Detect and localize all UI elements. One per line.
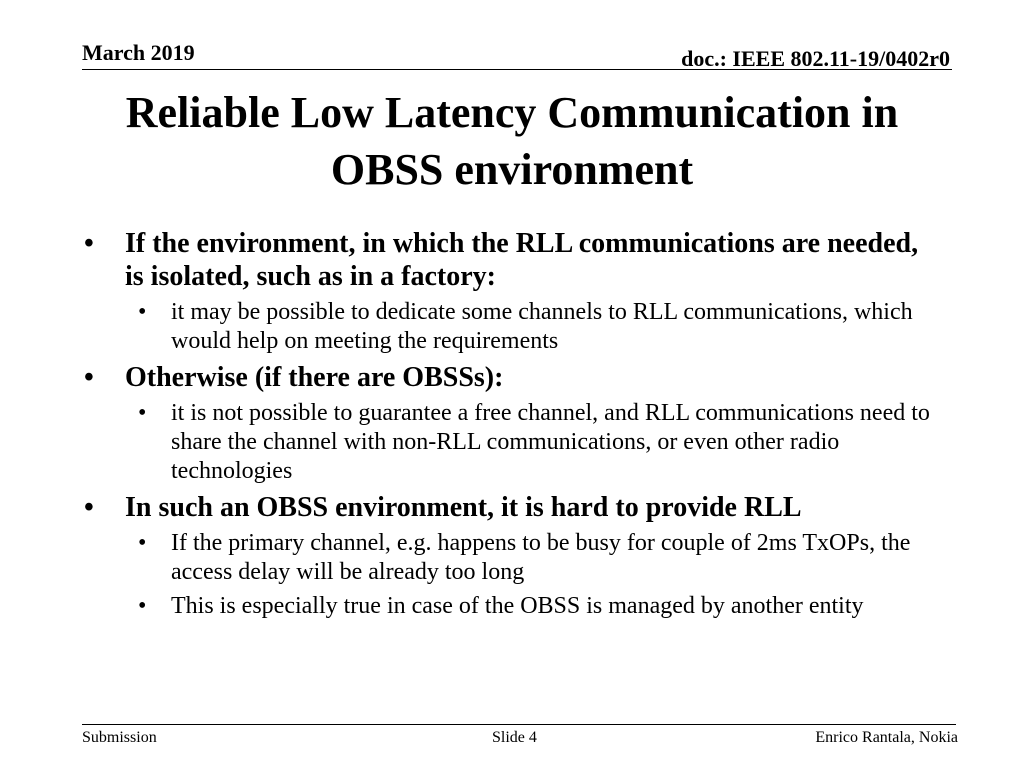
- slide-title: [60, 84, 964, 198]
- sub-bullet-text: This is especially true in case of the OBSS is managed by another entity: [171, 593, 864, 619]
- footer-submission: Submission: [82, 729, 157, 746]
- sub-bullet-item: [82, 592, 942, 621]
- sub-bullet-text: it is not possible to guarantee a free channel, and RLL communications need to share the channel with non-RLL communications, or even other radio technologies: [171, 400, 930, 484]
- bullet-text: In such an OBSS environment, it is hard to provide RLL: [125, 492, 802, 523]
- header-doc-id: doc.: IEEE 802.11-19/0402r0: [681, 46, 950, 71]
- bullet-item: [82, 491, 942, 524]
- sub-bullet-item: [82, 399, 942, 486]
- bullet-icon: •: [84, 362, 94, 393]
- header-date: March 2019: [82, 40, 195, 65]
- bullet-icon: •: [138, 299, 147, 325]
- footer-slide-number: Slide 4: [492, 729, 537, 746]
- bullet-text: If the environment, in which the RLL communications are needed, is isolated, such as in a factory:: [125, 228, 919, 292]
- bullet-text: Otherwise (if there are OBSSs):: [125, 362, 504, 393]
- bullet-item: [82, 227, 942, 293]
- header-divider: [82, 69, 952, 70]
- bullet-icon: •: [138, 400, 147, 426]
- footer-divider: [82, 724, 956, 725]
- sub-bullet-text: it may be possible to dedicate some channels to RLL communications, which would help on meeting the requirements: [171, 299, 913, 354]
- bullet-icon: •: [138, 593, 147, 619]
- slide-title-line-1: Reliable Low Latency Communication in: [125, 88, 899, 137]
- slide-body: [82, 227, 942, 626]
- sub-bullet-item: [82, 298, 942, 356]
- bullet-icon: •: [84, 492, 94, 523]
- bullet-icon: •: [138, 530, 147, 556]
- bullet-item: [82, 361, 942, 394]
- footer-author: Enrico Rantala, Nokia: [815, 729, 958, 746]
- slide-title-line-2: OBSS environment: [330, 145, 694, 194]
- sub-bullet-item: [82, 529, 942, 587]
- sub-bullet-text: If the primary channel, e.g. happens to be busy for couple of 2ms TxOPs, the access delay will be already too long: [171, 530, 911, 585]
- bullet-icon: •: [84, 228, 94, 259]
